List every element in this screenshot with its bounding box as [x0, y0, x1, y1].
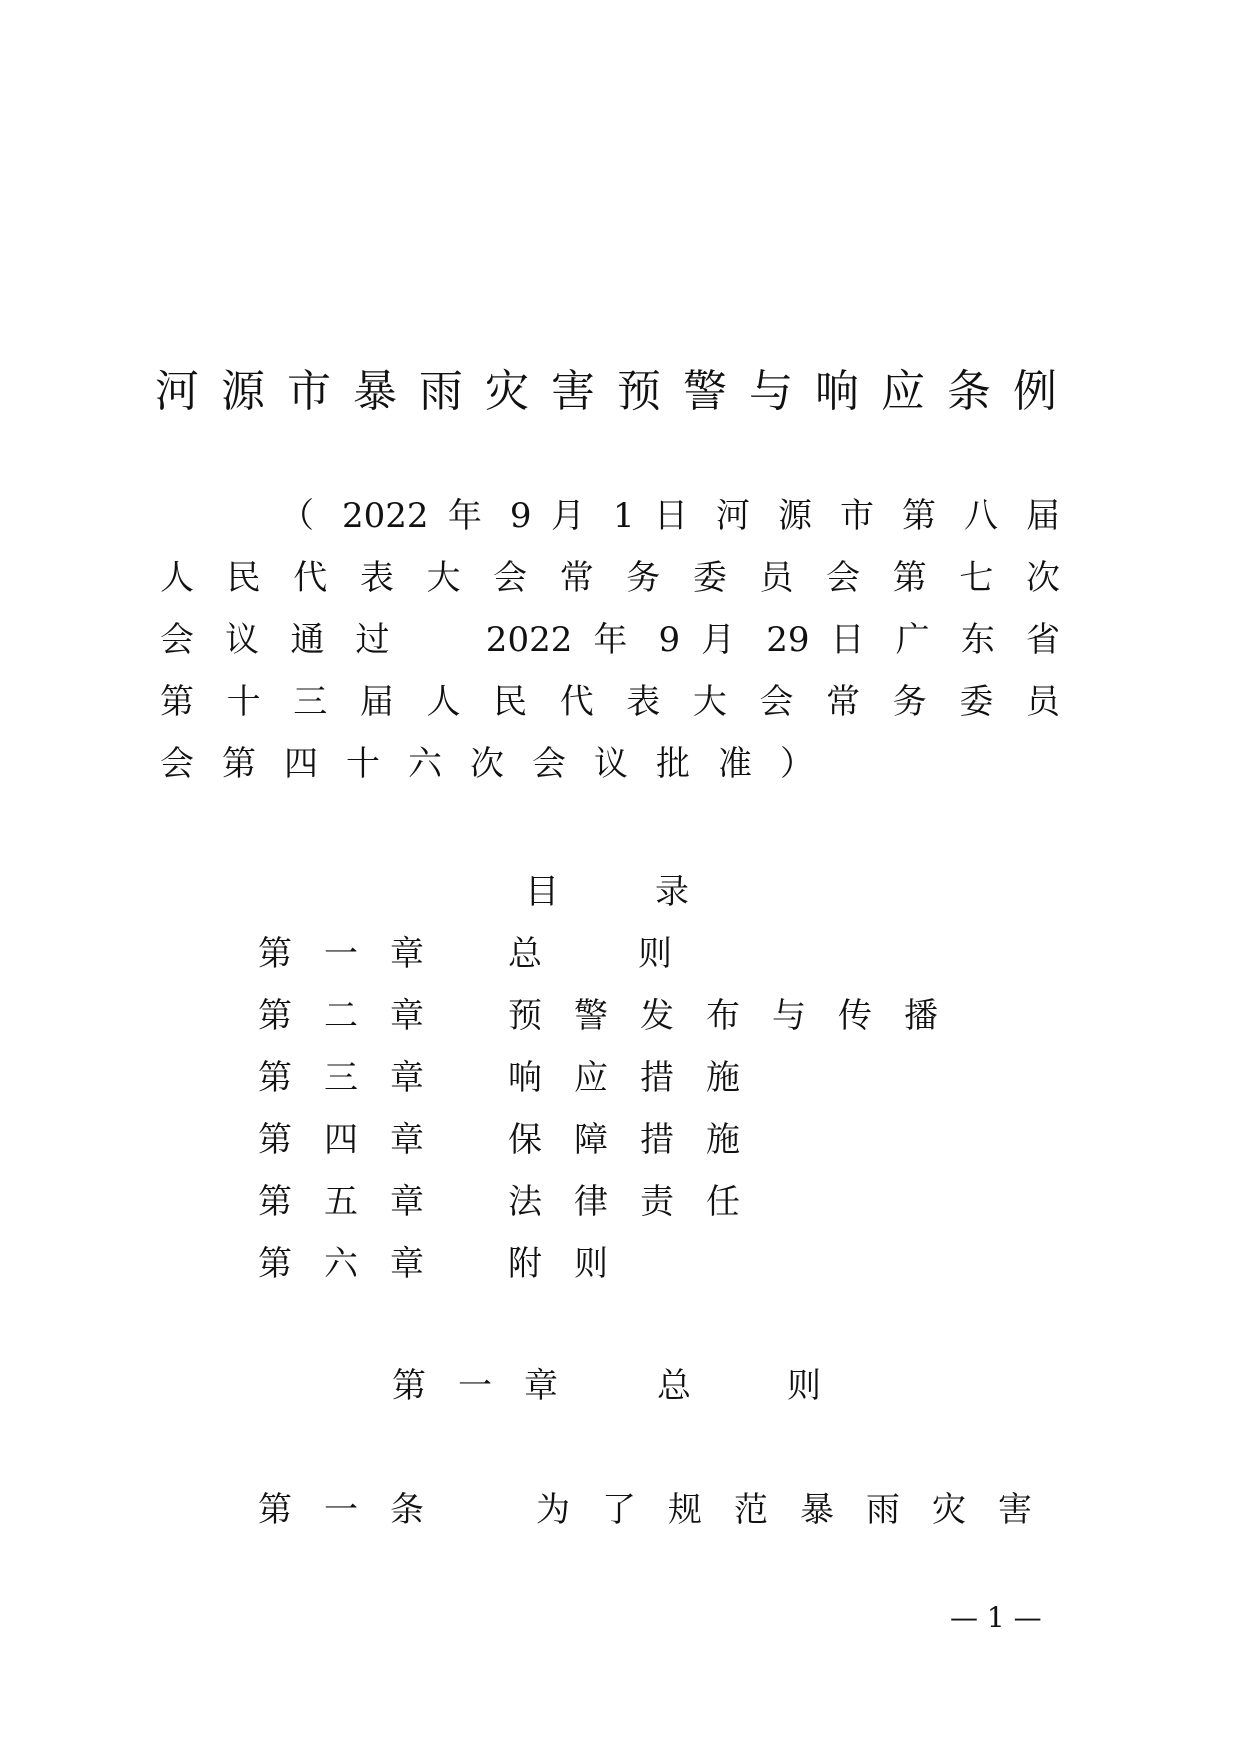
chapter-number: 第一章: [392, 1366, 590, 1406]
toc-chapter-number: 第二章: [258, 996, 456, 1036]
chapter-heading: [392, 1363, 917, 1409]
toc-chapter-name: 预警发布与传播: [508, 996, 970, 1036]
article-paragraph: [258, 1487, 1064, 1533]
toc-chapter-name: 法律责任: [508, 1182, 772, 1222]
page-number: — 1 —: [950, 1601, 1042, 1634]
toc-chapter-name: 附则: [508, 1244, 640, 1284]
adoption-note-line: 第十三届人民代表大会常务委员: [160, 682, 1060, 722]
adoption-note-line: 会第四十六次会议批准）: [160, 744, 842, 784]
toc-item: [258, 1117, 772, 1163]
toc-chapter-name: 响应措施: [508, 1058, 772, 1098]
toc-chapter-name: 保障措施: [508, 1120, 772, 1160]
toc-chapter-number: 第一章: [258, 934, 456, 974]
toc-item: [258, 1179, 772, 1225]
toc-chapter-number: 第五章: [258, 1182, 456, 1222]
toc-chapter-number: 第六章: [258, 1244, 456, 1284]
adoption-note-line: 人民代表大会常务委员会第七次: [160, 558, 1060, 598]
toc-chapter-name: 总则: [508, 934, 768, 974]
toc-item: [258, 1241, 640, 1287]
adoption-note-line: （ 2022 年 9 月 1 日 河 源 市 第 八 届: [280, 496, 1060, 536]
toc-item: [258, 993, 970, 1039]
toc-title: 目录: [525, 872, 785, 912]
document-title: 河源市暴雨灾害预警与响应条例: [155, 366, 1079, 417]
toc-item: [258, 931, 768, 977]
chapter-name: 总则: [657, 1366, 917, 1406]
toc-item: [258, 1055, 772, 1101]
toc-chapter-number: 第三章: [258, 1058, 456, 1098]
article-text: 为了规范暴雨灾害: [536, 1490, 1064, 1530]
article-number: 第一条: [258, 1490, 456, 1530]
adoption-note-line: 会 议 通 过 2022 年 9 月 29 日 广 东 省: [160, 620, 1060, 660]
toc-chapter-number: 第四章: [258, 1120, 456, 1160]
